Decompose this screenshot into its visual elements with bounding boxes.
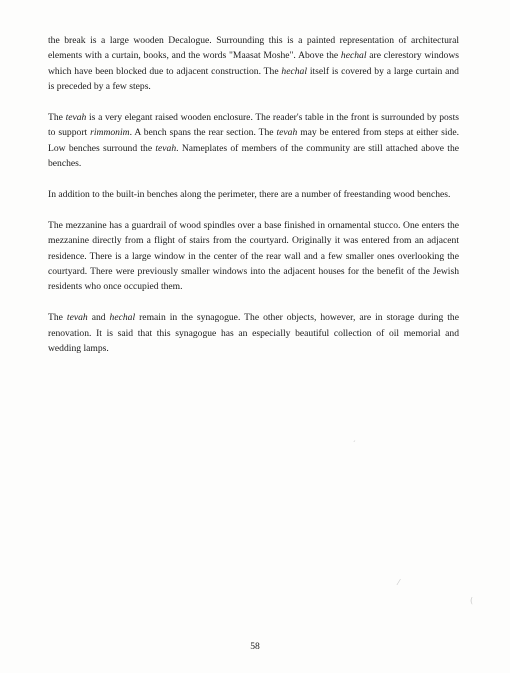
text-run: may be entered from steps at either side. Low benches surround the [48,127,460,154]
italic-term: tevah [65,112,87,124]
text-run: the break is a large wooden Decalogue. Surrounding this is a painted representation of architectural elements with a curtain, books, and the words "Maasat Moshe". Above the [48,35,459,62]
text-run: and [87,312,110,324]
text-run: The [48,112,66,124]
text-run: In addition to the built-in benches along the perimeter, there are a number of freestanding wood benches. [48,189,451,201]
paragraph-mezzanine [48,218,459,295]
body-text [48,33,459,372]
text-run: The mezzanine has a guardrail of wood spindles over a base finished in ornamental stucco. One enters the mezzanine directly from a flight of stairs from the courtyard. Originally it was entered from an adjacent residence. There is a large window in the center of the rear wall and a few smaller ones overlooking the courtyard. There were previously smaller windows into the adjacent houses for the benefit of the Jewish residents who once occupied them. [48,219,459,293]
scan-speck: ´ [352,440,356,449]
italic-term: rimmonim [90,127,130,139]
italic-term: tevah [276,127,298,139]
italic-term: hechal [340,50,367,62]
paragraph-benches [48,187,459,202]
italic-term: hechal [109,312,136,324]
text-run: is a very elegant raised wooden enclosure. The reader's table in the front is surrounded by posts to support [48,112,459,139]
scan-speck: ⁄ [398,578,400,587]
page-number: 58 [250,641,260,652]
text-run: are clerestory windows which have been blocked due to adjacent construction. The [48,50,460,77]
italic-term: hechal [281,65,307,77]
scan-speck: ( [470,596,474,605]
text-run: . Nameplates of members of the community are still attached above the benches. [48,142,459,170]
text-run: itself is covered by a large curtain and is preceded by a few steps. [48,65,459,93]
italic-term: tevah [66,312,88,324]
italic-term: tevah [155,142,177,154]
text-run: remain in the synagogue. The other objects, however, are in storage during the renovation. It is said that this synagogue has an especially beautiful collection of oil memorial and wedding lamps. [48,312,459,355]
paragraph-bimah-decalogue [48,33,459,95]
paragraph-tevah [48,110,459,172]
text-run: . A bench spans the rear section. The [129,127,277,139]
paragraph-storage [48,310,459,356]
text-run: The [48,312,67,324]
